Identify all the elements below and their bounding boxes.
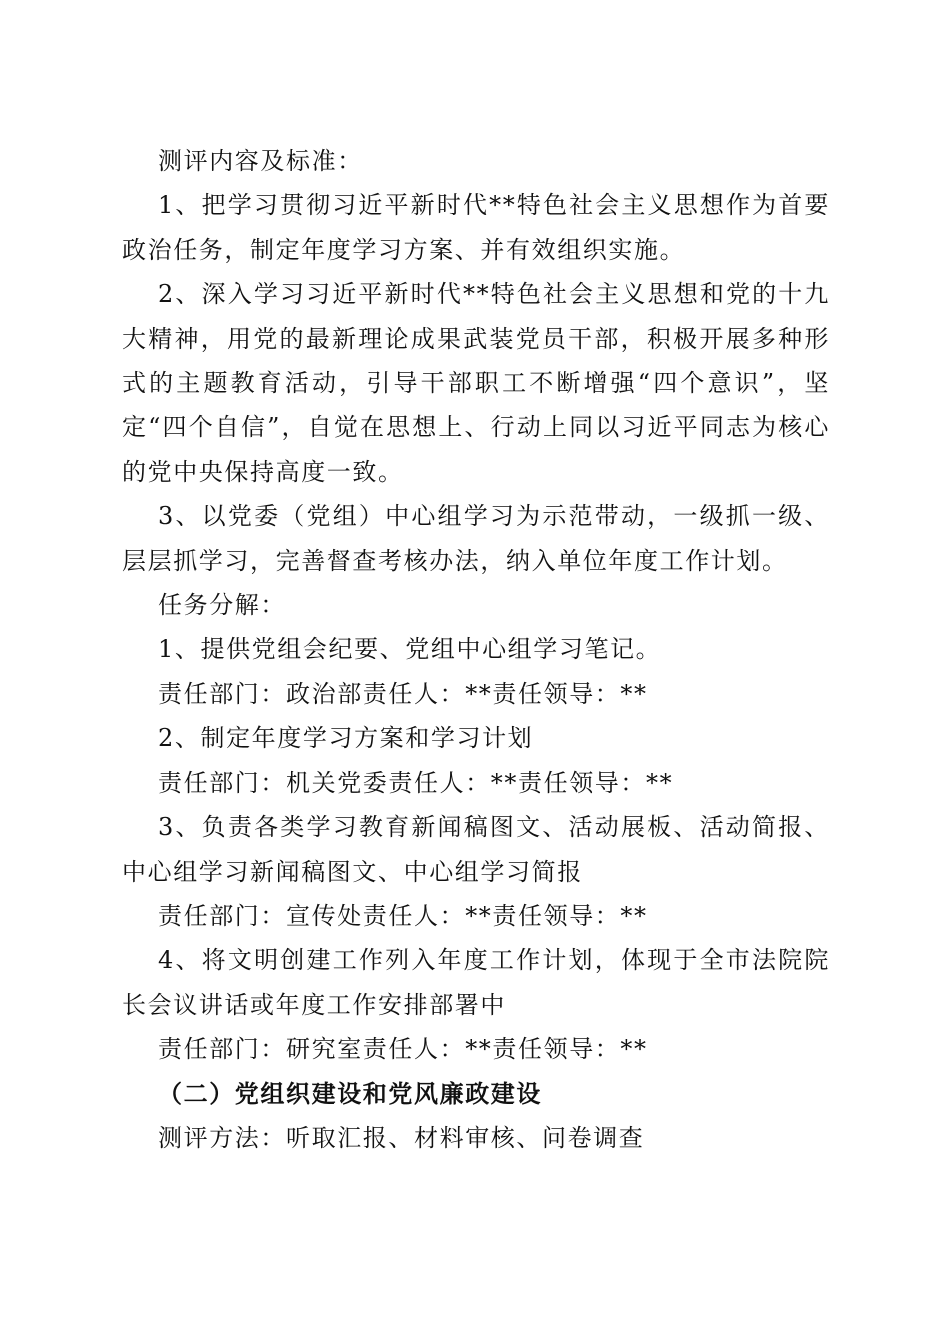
task-item-3: 3、负责各类学习教育新闻稿图文、活动展板、活动简报、中心组学习新闻稿图文、中心组学习简报 (122, 813, 830, 886)
task-responsibility-3: 责任部门：宣传处责任人：**责任领导：** (158, 901, 648, 930)
criteria-item-1: 1、把学习贯彻习近平新时代**特色社会主义思想作为首要政治任务，制定年度学习方案、并有效组织实施。 (122, 191, 830, 264)
task-item-2: 2、制定年度学习方案和学习计划 (158, 724, 534, 753)
task-item-4: 4、将文明创建工作列入年度工作计划，体现于全市法院院长会议讲话或年度工作安排部署中 (122, 946, 830, 1019)
task-item-1: 1、提供党组会纪要、党组中心组学习笔记。 (158, 635, 662, 664)
criteria-item-3: 3、以党委（党组）中心组学习为示范带动，一级抓一级、层层抓学习，完善督查考核办法，纳入单位年度工作计划。 (122, 502, 830, 575)
criteria-item-2: 2、深入学习习近平新时代**特色社会主义思想和党的十九大精神，用党的最新理论成果武装党员干部，积极开展多种形式的主题教育活动，引导干部职工不断增强“四个意识”，坚定“四个自信”，自觉在思想上、行动上同以习近平同志为核心的党中央保持高度一致。 (122, 280, 830, 486)
document-body (122, 139, 830, 1160)
section-label-criteria: 测评内容及标准： (158, 147, 363, 175)
section-label-tasks: 任务分解： (158, 591, 286, 620)
evaluation-method: 测评方法：听取汇报、材料审核、问卷调查 (158, 1123, 645, 1152)
task-responsibility-1: 责任部门：政治部责任人：**责任领导：** (158, 679, 648, 708)
task-responsibility-4: 责任部门：研究室责任人：**责任领导：** (158, 1035, 648, 1064)
task-responsibility-2: 责任部门：机关党委责任人：**责任领导：** (158, 768, 674, 797)
section-heading-party-building: （二）党组织建设和党风廉政建设 (158, 1078, 542, 1108)
